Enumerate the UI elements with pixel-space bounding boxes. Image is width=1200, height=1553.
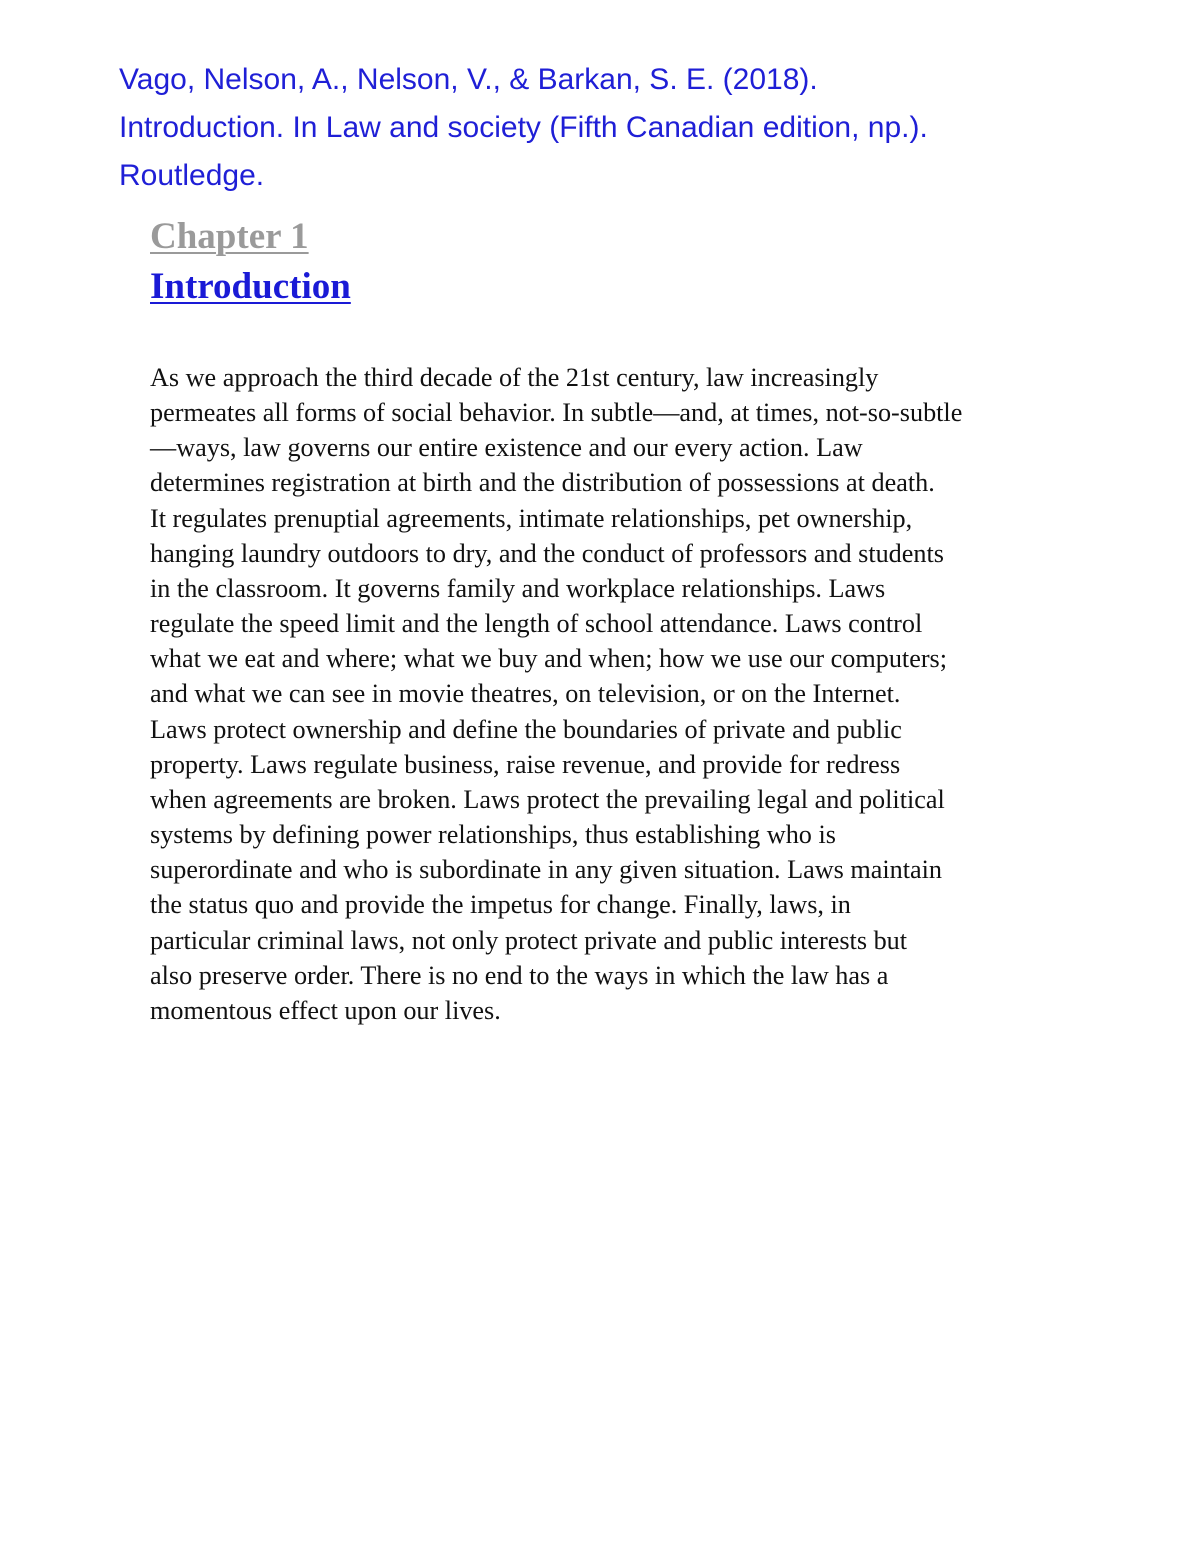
body-paragraph: As we approach the third decade of the 21st century, law increasingly permeates all forms of social behavior. In subtle—and, at times, not-so-subtle —ways, law governs our entire existence and our every action. Law determines registration at birth and the distribution of possessions at death. It regulates prenuptial agreements, intimate relationships, pet ownership, hanging laundry outdoors to dry, and the conduct of professors and students in the classroom. It governs family and workplace relationships. Laws regulate the speed limit and the length of school attendance. Laws control what we eat and where; what we buy and when; how we use our computers; and what we can see in movie theatres, on television, or on the Internet. Laws protect ownership and define the boundaries of private and public property. Laws regulate business, raise revenue, and provide for redress when agreements are broken. Laws protect the prevailing legal and political systems by defining power relationships, thus establishing who is superordinate and who is subordinate in any given situation. Laws maintain the status quo and provide the impetus for change. Finally, laws, in particular criminal laws, not only protect private and public interests but also preserve order. There is no end to the ways in which the law has a momentous effect upon our lives. [150,363,963,1025]
citation-line: Vago, Nelson, A., Nelson, V., & Barkan, S. E. (2018). [119,63,818,96]
citation [119,56,1139,200]
chapter-heading [150,214,1070,314]
citation-line: Routledge. [119,159,265,192]
citation-line: Introduction. In Law and society (Fifth Canadian edition, np.). [119,111,928,144]
chapter-label-link[interactable]: Chapter 1 [150,216,309,257]
chapter-title-link[interactable]: Introduction [150,266,351,307]
